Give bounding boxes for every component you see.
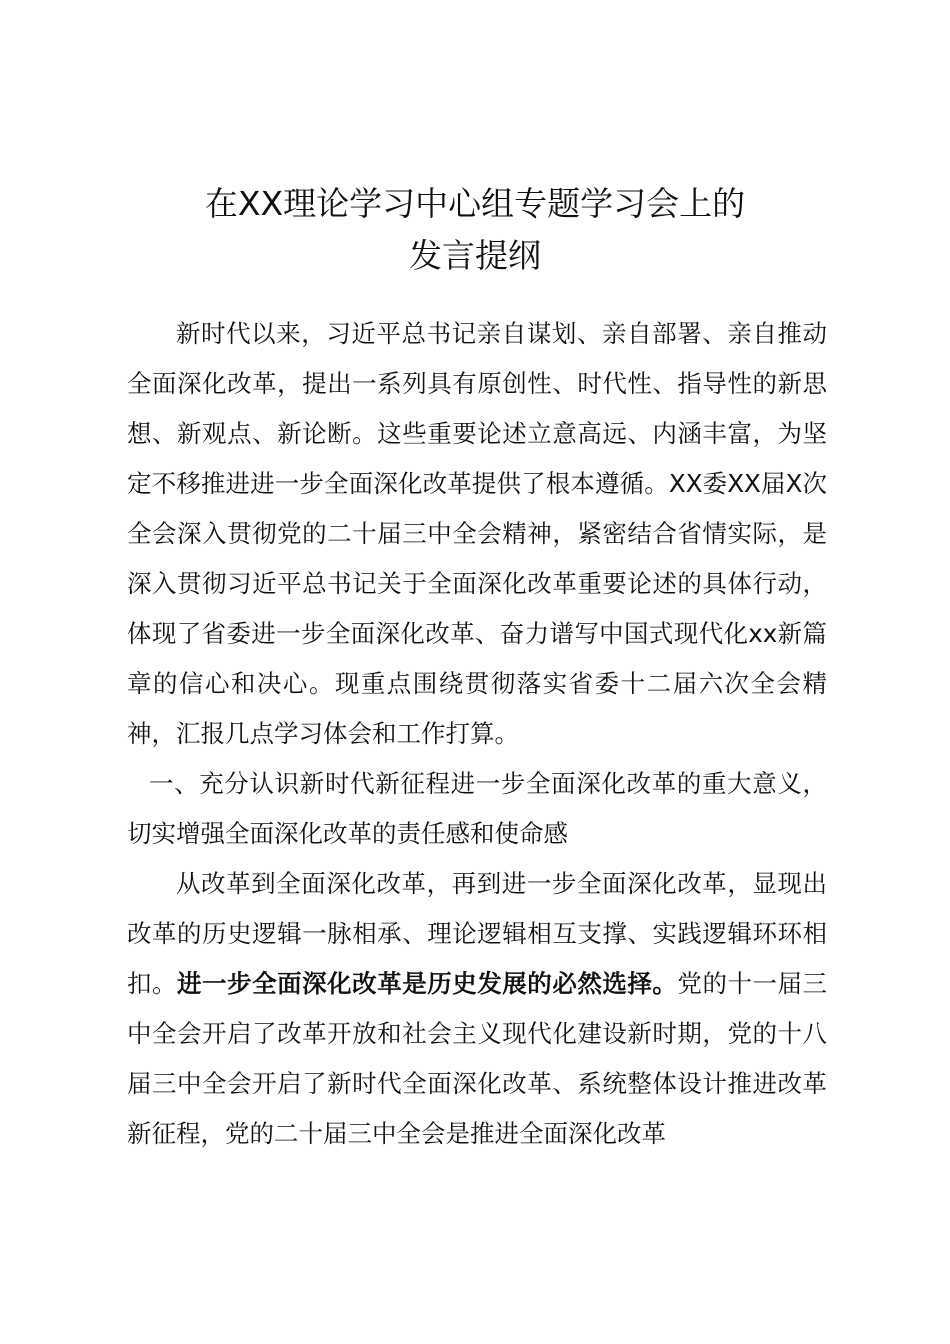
section-paragraph-1 — [127, 859, 827, 1159]
document-body — [127, 309, 827, 1159]
paragraph-text: 从改革到全面深化改革，再到进一步全面深化改革，显现出改革的历史逻辑一脉相承、理论逻辑相互支撑、实践逻辑环环相扣。 — [127, 869, 827, 998]
document-title-line-2: 发言提纲 — [409, 236, 541, 275]
section-heading-1: 一、充分认识新时代新征程进一步全面深化改革的重大意义，切实增强全面深化改革的责任感和使命感 — [127, 769, 827, 848]
document-title-line-1: 在XX理论学习中心组专题学习会上的 — [204, 184, 746, 223]
bold-key-sentence: 进一步全面深化改革是历史发展的必然选择。 — [177, 969, 678, 998]
paragraph-text-continued: 党的十一届三中全会开启了改革开放和社会主义现代化建设新时期，党的十八届三中全会开启了新时代全面深化改革、系统整体设计推进改革新征程，党的二十届三中全会是推进全面深化改革 — [127, 969, 828, 1148]
intro-paragraph: 新时代以来，习近平总书记亲自谋划、亲自部署、亲自推动全面深化改革，提出一系列具有原创性、时代性、指导性的新思想、新观点、新论断。这些重要论述立意高远、内涵丰富，为坚定不移推进进一步全面深化改革提供了根本遵循。XX委XX届X次全会深入贯彻党的二十届三中全会精神，紧密结合省情实际，是深入贯彻习近平总书记关于全面深化改革重要论述的具体行动，体现了省委进一步全面深化改革、奋力谱写中国式现代化xx新篇章的信心和决心。现重点围绕贯彻落实省委十二届六次全会精神，汇报几点学习体会和工作打算。 — [127, 319, 827, 748]
